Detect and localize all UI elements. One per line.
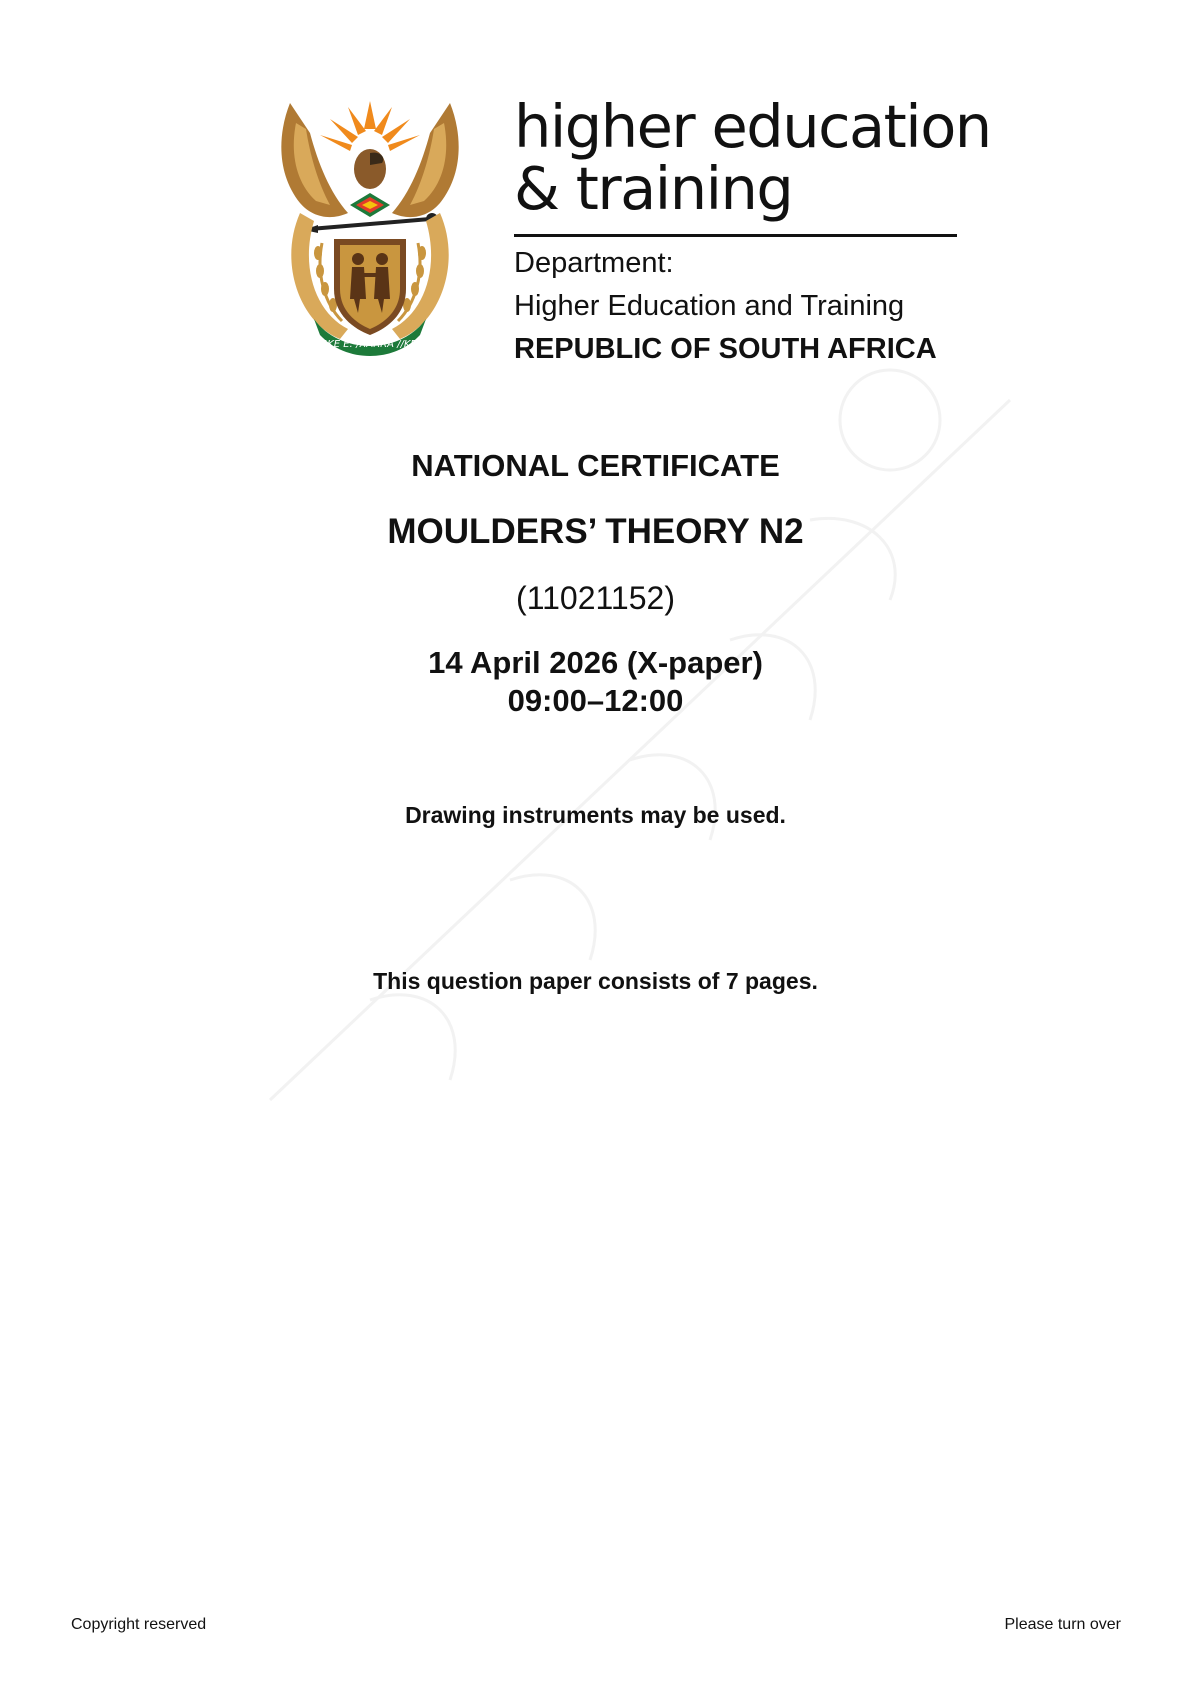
footer-copyright: Copyright reserved	[71, 1616, 207, 1633]
page-count-note: This question paper consists of 7 pages.	[373, 968, 818, 994]
country-name: REPUBLIC OF SOUTH AFRICA	[514, 333, 937, 365]
brand-line-1: higher education	[514, 92, 991, 161]
subject-title: MOULDERS’ THEORY N2	[387, 512, 804, 551]
department-branding	[514, 92, 991, 366]
certificate-title: NATIONAL CERTIFICATE	[411, 448, 780, 483]
subject-code: (11021152)	[516, 580, 675, 616]
coat-of-arms-icon	[270, 93, 470, 358]
brand-divider	[514, 234, 957, 237]
exam-date: 14 April 2026 (X-paper)	[428, 645, 763, 680]
crest-motto: !KE E: /XARRA //KE	[323, 339, 417, 350]
department-label: Department:	[514, 247, 674, 279]
department-name: Higher Education and Training	[514, 290, 905, 322]
exam-time: 09:00–12:00	[507, 683, 684, 718]
footer-turn-over: Please turn over	[1004, 1616, 1121, 1633]
brand-line-2: & training	[514, 154, 793, 223]
instructions-text: Drawing instruments may be used.	[405, 802, 786, 828]
